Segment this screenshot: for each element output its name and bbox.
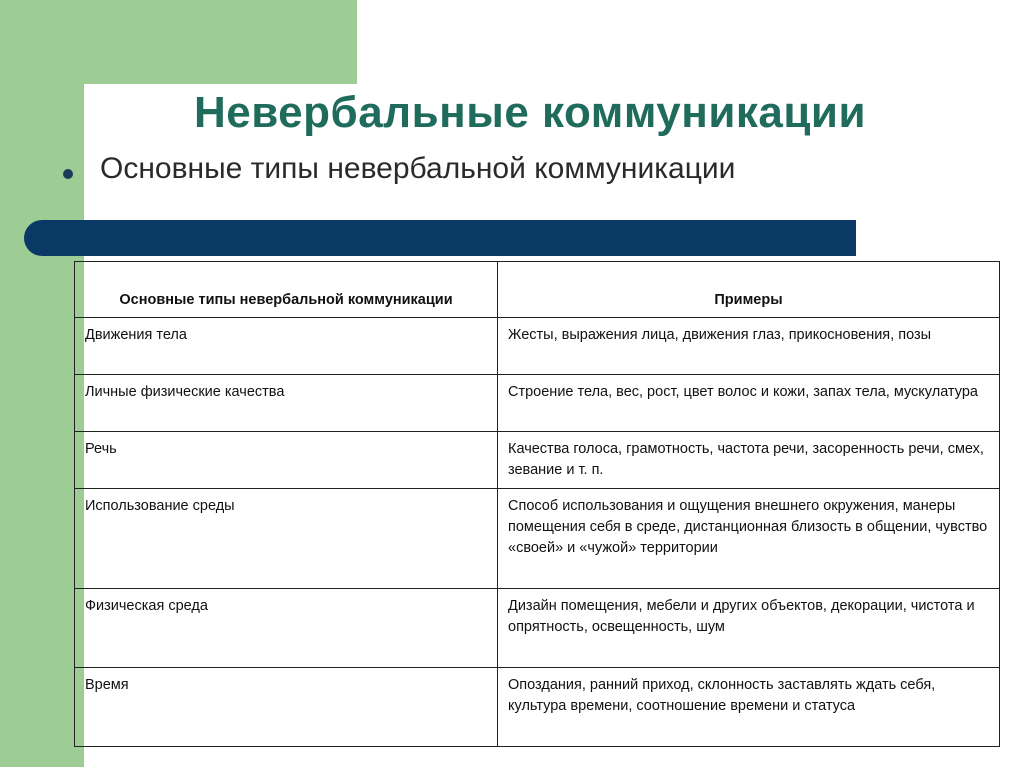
table-row: [75, 489, 1000, 589]
decor-navy-bar: [24, 220, 856, 256]
table-row: [75, 318, 1000, 375]
slide-title: Невербальные коммуникации: [193, 88, 867, 137]
cell-type: Использование среды: [75, 489, 498, 589]
table-row: [75, 589, 1000, 668]
cell-examples: Способ использования и ощущения внешнего окружения, манеры помещения себя в среде, дистанционная близость в общении, чувство «своей» и «чужой» территории: [498, 489, 1000, 589]
header-types: Основные типы невербальной коммуникации: [75, 262, 498, 318]
cell-type: Личные физические качества: [75, 375, 498, 432]
table-row: [75, 375, 1000, 432]
bullet-dot-icon: [63, 169, 73, 179]
cell-type: Время: [75, 668, 498, 747]
slide-bullet: Основные типы невербальной коммуникации: [100, 152, 736, 185]
table-row: [75, 432, 1000, 489]
decor-green-top: [0, 0, 357, 84]
cell-type: Речь: [75, 432, 498, 489]
cell-type: Физическая среда: [75, 589, 498, 668]
cell-examples: Строение тела, вес, рост, цвет волос и кожи, запах тела, мускулатура: [498, 375, 1000, 432]
nonverbal-types-table: [74, 261, 1000, 747]
cell-examples: Опоздания, ранний приход, склонность заставлять ждать себя, культура времени, соотношение времени и статуса: [498, 668, 1000, 747]
header-examples: Примеры: [498, 262, 1000, 318]
cell-type: Движения тела: [75, 318, 498, 375]
cell-examples: Жесты, выражения лица, движения глаз, прикосновения, позы: [498, 318, 1000, 375]
table-row: [75, 668, 1000, 747]
cell-examples: Дизайн помещения, мебели и других объектов, декорации, чистота и опрятность, освещенность, шум: [498, 589, 1000, 668]
table-header-row: [75, 262, 1000, 318]
cell-examples: Качества голоса, грамотность, частота речи, засоренность речи, смех, зевание и т. п.: [498, 432, 1000, 489]
